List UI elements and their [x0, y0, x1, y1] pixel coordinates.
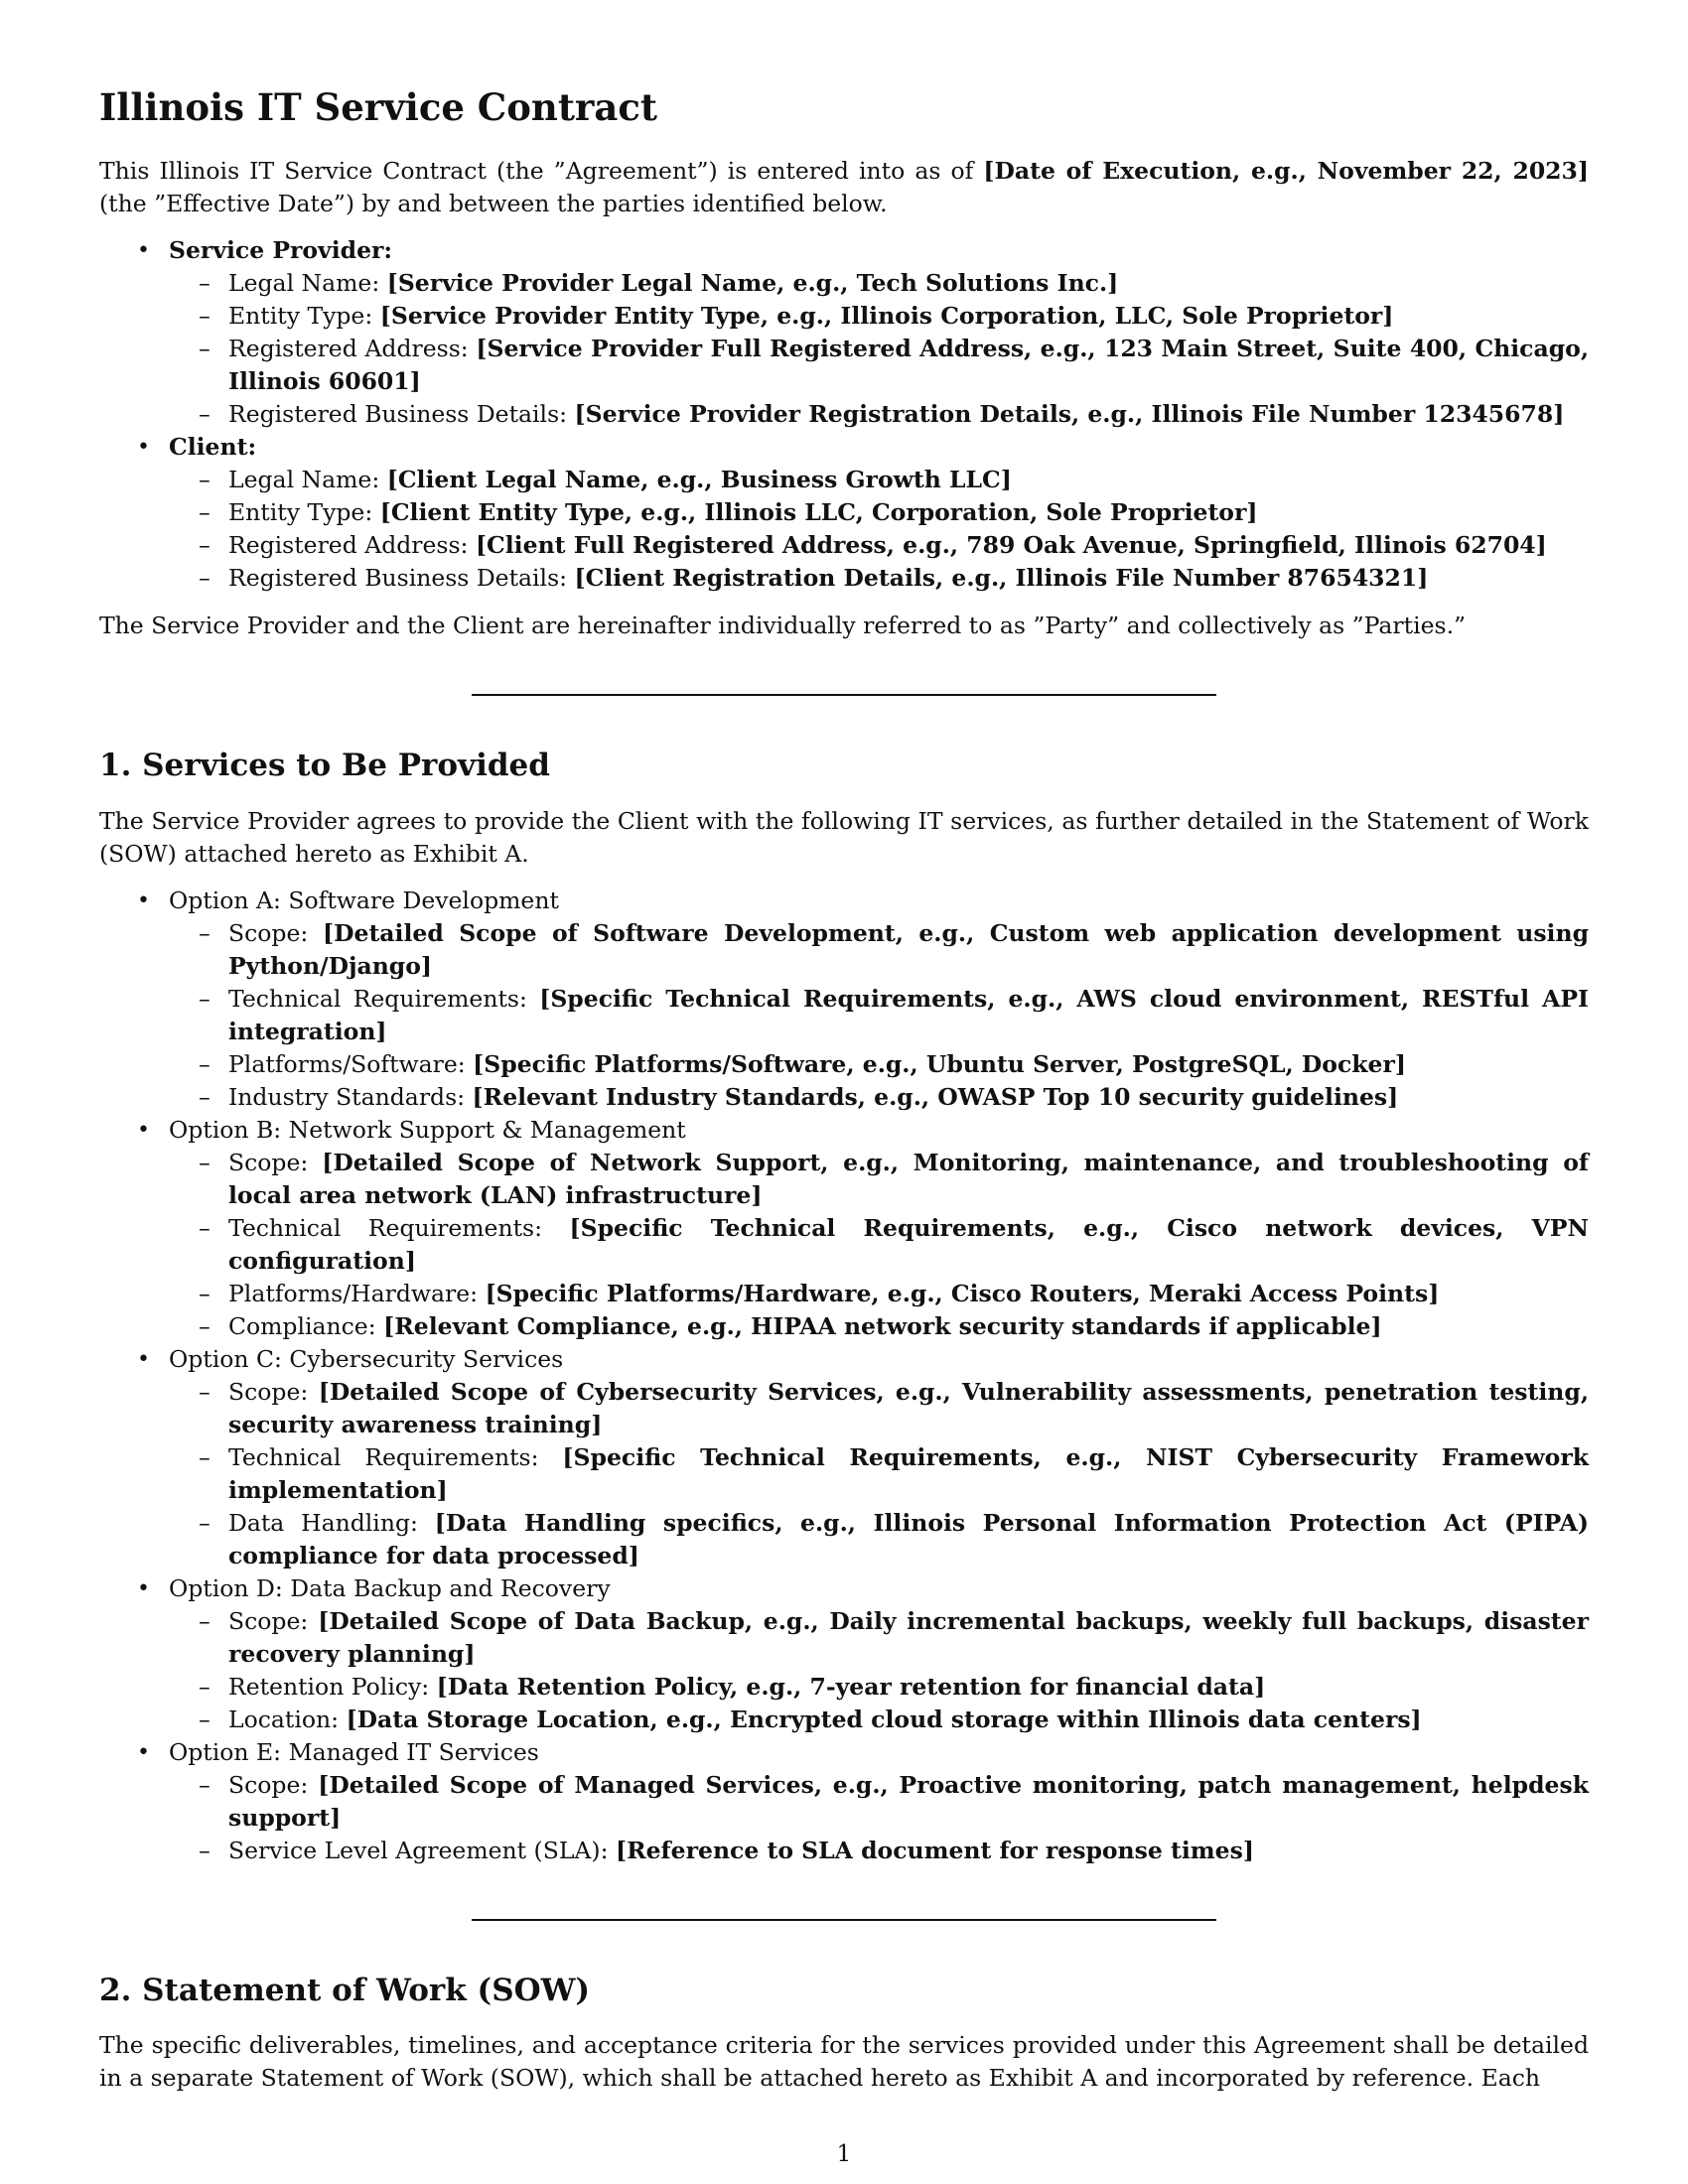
field-label: Industry Standards:: [228, 1082, 473, 1111]
field-value: [Detailed Scope of Software Development, e.g., Custom web application development using Python/Django]: [228, 918, 1589, 980]
option-fields: [169, 1147, 1589, 1343]
party-field: [169, 398, 1589, 431]
field-value: [Client Registration Details, e.g., Illinois File Number 87654321]: [574, 564, 1429, 593]
option-label: Option E: Managed IT Services: [169, 1737, 539, 1766]
intro-text-a: This Illinois IT Service Contract (the ”Agreement”) is entered into as of: [99, 157, 984, 186]
option-field: [169, 1310, 1589, 1343]
option-field: [169, 917, 1589, 983]
field-label: Legal Name:: [228, 269, 387, 298]
party-field: [169, 529, 1589, 562]
field-value: [Detailed Scope of Cybersecurity Services, e.g., Vulnerability assessments, penetration testing, security awareness training]: [228, 1377, 1589, 1438]
party-field: [169, 464, 1589, 496]
field-value: [Data Storage Location, e.g., Encrypted cloud storage within Illinois data centers]: [346, 1705, 1422, 1733]
field-label: Technical Requirements:: [228, 984, 540, 1013]
field-label: Registered Business Details:: [228, 400, 575, 429]
option-fields: [169, 917, 1589, 1114]
option-label: Option D: Data Backup and Recovery: [169, 1573, 611, 1602]
section-1-intro: The Service Provider agrees to provide the Client with the following IT services, as further detailed in the Statement of Work (SOW) attached hereto as Exhibit A.: [99, 806, 1589, 868]
field-value: [Detailed Scope of Data Backup, e.g., Daily incremental backups, weekly full backups, disaster recovery planning]: [228, 1606, 1589, 1668]
field-value: [Relevant Compliance, e.g., HIPAA network security standards if applicable]: [383, 1311, 1382, 1340]
field-label: Technical Requirements:: [228, 1442, 563, 1471]
field-value: [Specific Technical Requirements, e.g., AWS cloud environment, RESTful API integration]: [228, 984, 1589, 1045]
option-field: [169, 1441, 1589, 1507]
option-label: Option B: Network Support & Management: [169, 1115, 686, 1144]
field-label: Data Handling:: [228, 1508, 435, 1537]
field-label: Service Level Agreement (SLA):: [228, 1836, 616, 1864]
intro-paragraph: [99, 155, 1589, 220]
field-label: Platforms/Hardware:: [228, 1279, 486, 1307]
service-options-list: [99, 885, 1589, 1867]
party-fields: [169, 267, 1589, 431]
party-service-provider: [99, 234, 1589, 431]
parties-closing: The Service Provider and the Client are hereinafter individually referred to as ”Party” and collectively as ”Parties.”: [99, 612, 1467, 640]
field-value: [Data Handling specifics, e.g., Illinois Personal Information Protection Act (PIPA) compliance for data processed]: [228, 1508, 1589, 1570]
field-label: Scope:: [228, 1770, 319, 1799]
field-label: Platforms/Software:: [228, 1049, 474, 1078]
field-value: [Specific Technical Requirements, e.g., Cisco network devices, VPN configuration]: [228, 1213, 1590, 1275]
party-field: [169, 496, 1589, 529]
option-a: [99, 885, 1589, 1114]
field-label: Scope:: [228, 918, 323, 947]
option-field: [169, 1048, 1589, 1081]
option-field: [169, 1147, 1589, 1212]
field-value: [Specific Platforms/Hardware, e.g., Cisco Routers, Meraki Access Points]: [485, 1279, 1440, 1307]
field-label: Registered Business Details:: [228, 564, 575, 593]
option-d: [99, 1572, 1589, 1736]
option-field: [169, 1835, 1589, 1867]
option-c: [99, 1343, 1589, 1572]
field-value: [Reference to SLA document for response times]: [615, 1836, 1254, 1864]
field-label: Legal Name:: [228, 466, 387, 494]
party-field: [169, 333, 1589, 398]
option-field: [169, 1212, 1589, 1278]
field-label: Registered Address:: [228, 335, 477, 363]
option-field: [169, 1605, 1589, 1671]
option-b: [99, 1114, 1589, 1343]
section-1-heading: 1. Services to Be Provided: [99, 748, 550, 784]
field-label: Location:: [228, 1705, 347, 1733]
intro-text-b: (the ”Effective Date”) by and between the parties identified below.: [99, 190, 888, 218]
option-field: [169, 1704, 1589, 1736]
section-divider: [472, 1919, 1216, 1921]
field-value: [Service Provider Entity Type, e.g., Illinois Corporation, LLC, Sole Proprietor]: [379, 302, 1394, 331]
field-label: Scope:: [228, 1377, 319, 1406]
document-page: [99, 85, 1589, 2095]
section-divider: [472, 694, 1216, 696]
field-value: [Service Provider Full Registered Address, e.g., 123 Main Street, Suite 400, Chicago, Illinois 60601]: [228, 335, 1589, 396]
field-value: [Service Provider Registration Details, e.g., Illinois File Number 12345678]: [574, 400, 1565, 429]
party-label: Client:: [169, 433, 257, 462]
field-value: [Service Provider Legal Name, e.g., Tech Solutions Inc.]: [386, 269, 1119, 298]
field-label: Registered Address:: [228, 531, 476, 560]
field-value: [Specific Technical Requirements, e.g., NIST Cybersecurity Framework implementation]: [228, 1442, 1589, 1504]
party-field: [169, 562, 1589, 595]
option-field: [169, 1376, 1589, 1441]
field-label: Compliance:: [228, 1311, 384, 1340]
section-2-text: The specific deliverables, timelines, and acceptance criteria for the services provided under this Agreement shall be detailed in a separate Statement of Work (SOW), which shall be attached hereto as Exhibit A and incorporated by reference. Each: [99, 2030, 1589, 2092]
option-field: [169, 1671, 1589, 1704]
party-field: [169, 300, 1589, 333]
option-fields: [169, 1376, 1589, 1572]
field-label: Retention Policy:: [228, 1672, 437, 1701]
option-field: [169, 1081, 1589, 1114]
party-fields: [169, 464, 1589, 595]
parties-list: [99, 234, 1589, 595]
field-label: Technical Requirements:: [228, 1213, 570, 1242]
date-placeholder: [Date of Execution, e.g., November 22, 2023]: [983, 157, 1589, 186]
field-label: Scope:: [228, 1606, 319, 1635]
field-label: Entity Type:: [228, 302, 380, 331]
option-label: Option C: Cybersecurity Services: [169, 1344, 564, 1373]
party-label: Service Provider:: [169, 236, 393, 265]
party-field: [169, 267, 1589, 300]
field-label: Entity Type:: [228, 498, 380, 527]
field-value: [Specific Platforms/Software, e.g., Ubuntu Server, PostgreSQL, Docker]: [473, 1049, 1406, 1078]
field-value: [Relevant Industry Standards, e.g., OWASP Top 10 security guidelines]: [472, 1082, 1399, 1111]
option-label: Option A: Software Development: [169, 886, 559, 914]
option-fields: [169, 1605, 1589, 1736]
page-number: 1: [836, 2139, 852, 2167]
option-field: [169, 983, 1589, 1048]
document-title: Illinois IT Service Contract: [99, 85, 658, 129]
field-value: [Client Legal Name, e.g., Business Growth LLC]: [386, 466, 1012, 494]
field-value: [Data Retention Policy, e.g., 7-year retention for financial data]: [436, 1672, 1266, 1701]
party-client: [99, 431, 1589, 595]
field-value: [Client Entity Type, e.g., Illinois LLC, Corporation, Sole Proprietor]: [379, 498, 1258, 527]
field-value: [Client Full Registered Address, e.g., 789 Oak Avenue, Springfield, Illinois 62704]: [475, 531, 1547, 560]
field-label: Scope:: [228, 1148, 323, 1176]
option-fields: [169, 1769, 1589, 1867]
option-field: [169, 1507, 1589, 1572]
section-2-heading: 2. Statement of Work (SOW): [99, 1972, 591, 2008]
option-field: [169, 1278, 1589, 1310]
option-e: [99, 1736, 1589, 1867]
field-value: [Detailed Scope of Network Support, e.g., Monitoring, maintenance, and troubleshooting of local area network (LAN) infrastructure]: [228, 1148, 1589, 1209]
field-value: [Detailed Scope of Managed Services, e.g., Proactive monitoring, patch management, helpdesk support]: [228, 1770, 1589, 1832]
option-field: [169, 1769, 1589, 1835]
